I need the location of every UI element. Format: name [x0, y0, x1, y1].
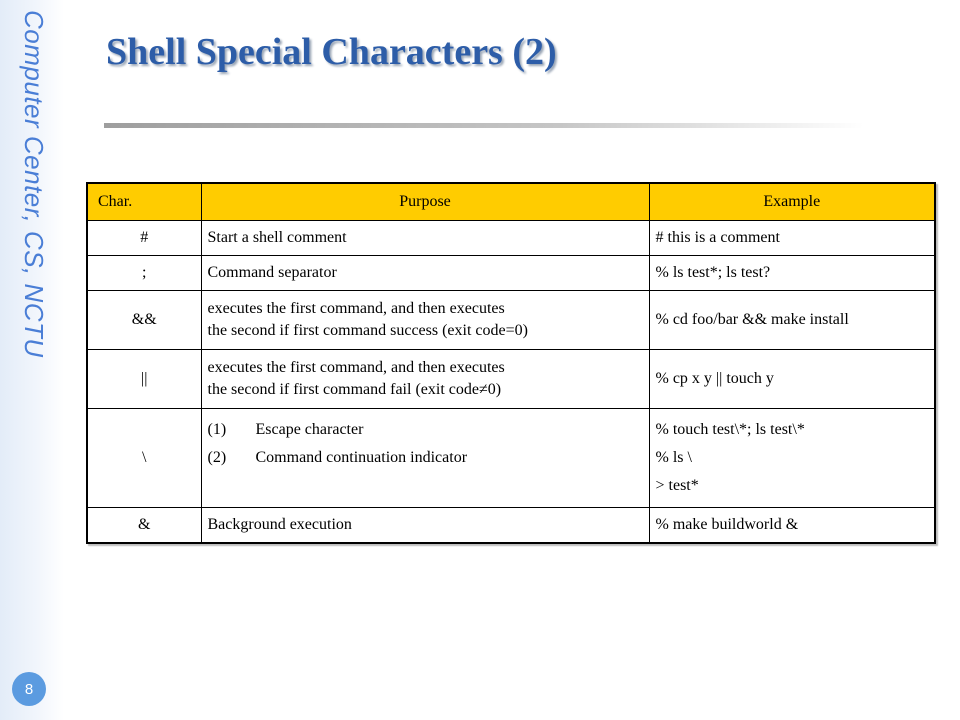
- example-text: % make buildworld &: [655, 516, 799, 533]
- header-purpose: Purpose: [201, 183, 649, 221]
- list-text: Escape character: [255, 421, 364, 438]
- example-text: % ls test*; ls test?: [655, 264, 771, 281]
- table-header-row: [87, 183, 935, 221]
- list-text: Command continuation indicator: [255, 449, 468, 466]
- cell-purpose: [201, 221, 649, 256]
- cell-char: #: [87, 221, 201, 256]
- example-text-line-3: > test*: [655, 477, 699, 494]
- cell-example: [649, 221, 935, 256]
- example-text: # this is a comment: [655, 229, 780, 246]
- table-row: [87, 508, 935, 544]
- list-number: (2): [207, 449, 227, 466]
- purpose-text: Command separator: [207, 264, 337, 281]
- purpose-text-line-2: the second if first command success (exit code=0): [207, 322, 528, 339]
- purpose-list-item: [208, 416, 643, 444]
- cell-example: [649, 508, 935, 544]
- cell-char: ||: [87, 350, 201, 409]
- table-row: [87, 409, 935, 508]
- special-characters-table: [86, 182, 936, 544]
- title-underline-divider: [104, 123, 864, 128]
- purpose-text: Start a shell comment: [207, 229, 347, 246]
- cell-char: \: [87, 409, 201, 508]
- table-row: [87, 350, 935, 409]
- purpose-text-line-1: executes the first command, and then executes: [207, 359, 505, 376]
- purpose-list-item: [208, 444, 643, 472]
- cell-example: [649, 256, 935, 291]
- cell-char: &: [87, 508, 201, 544]
- header-char: Char.: [87, 183, 201, 221]
- slide-title: Shell Special Characters (2): [106, 31, 557, 73]
- cell-purpose: [201, 409, 649, 508]
- cell-purpose: [201, 256, 649, 291]
- sidebar-org-label: Computer Center, CS, NCTU: [19, 10, 49, 358]
- example-text-line-2: % ls \: [655, 449, 692, 466]
- special-characters-table-wrapper: [86, 182, 936, 544]
- sidebar: [0, 0, 64, 720]
- cell-example: [649, 350, 935, 409]
- example-text: % cp x y || touch y: [655, 370, 774, 387]
- example-text: % cd foo/bar && make install: [655, 311, 849, 328]
- table-row: [87, 221, 935, 256]
- table-row: [87, 291, 935, 350]
- page-number-badge: 8: [12, 672, 46, 706]
- list-number: (1): [207, 421, 227, 438]
- purpose-text: Background execution: [207, 516, 352, 533]
- cell-purpose: [201, 350, 649, 409]
- cell-example: [649, 291, 935, 350]
- example-text-line-1: % touch test\*; ls test\*: [655, 421, 805, 438]
- cell-purpose: [201, 508, 649, 544]
- header-example: Example: [649, 183, 935, 221]
- cell-char: ;: [87, 256, 201, 291]
- purpose-list-spacer: [208, 472, 643, 500]
- purpose-text-line-1: executes the first command, and then executes: [207, 300, 505, 317]
- purpose-text-line-2: the second if first command fail (exit code≠0): [207, 381, 502, 398]
- cell-example: [649, 409, 935, 508]
- cell-purpose: [201, 291, 649, 350]
- table-row: [87, 256, 935, 291]
- cell-char: &&: [87, 291, 201, 350]
